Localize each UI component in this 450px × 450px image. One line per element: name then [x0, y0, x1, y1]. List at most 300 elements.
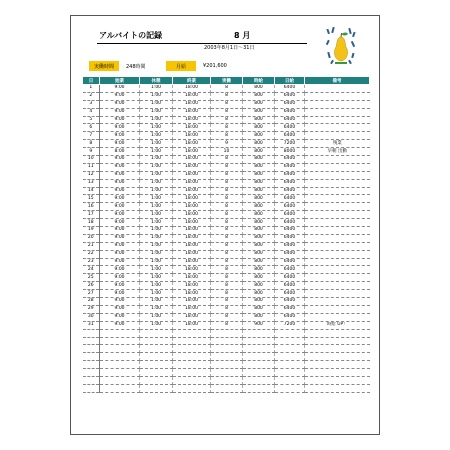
- cell-hourly: 800: [243, 85, 275, 93]
- cell-worked: 8: [211, 100, 243, 108]
- cell-hourly: 800: [243, 116, 275, 124]
- table-header-row: [83, 77, 370, 85]
- cell-day: 4: [83, 108, 100, 116]
- cell-break: 1:00: [140, 266, 173, 274]
- table-row: [83, 290, 370, 298]
- pay-label-badge: 月給: [166, 61, 196, 71]
- cell-note: [305, 234, 370, 242]
- cell-daily: 6400: [275, 116, 305, 124]
- cell-hourly: 800: [243, 148, 275, 156]
- cell-daily: [275, 329, 305, 337]
- cell-end: 18:00: [173, 156, 211, 164]
- cell-break: 1:00: [140, 250, 173, 258]
- table-row: [83, 321, 370, 329]
- cell-start: 9:00: [100, 321, 140, 329]
- cell-end: 18:00: [173, 163, 211, 171]
- cell-end: 18:00: [173, 108, 211, 116]
- cell-worked: [211, 384, 243, 392]
- cell-break: 1:00: [140, 116, 173, 124]
- cell-note: [305, 353, 370, 361]
- cell-day: 17: [83, 211, 100, 219]
- cell-break: 1:00: [140, 92, 173, 100]
- cell-day: 16: [83, 203, 100, 211]
- cell-day: 2: [83, 92, 100, 100]
- cell-worked: 8: [211, 85, 243, 93]
- cell-worked: 8: [211, 187, 243, 195]
- cell-hourly: 800: [243, 92, 275, 100]
- cell-note: [305, 345, 370, 353]
- cell-worked: 8: [211, 203, 243, 211]
- cell-end: 18:00: [173, 132, 211, 140]
- table-row: [83, 266, 370, 274]
- cell-end: 18:00: [173, 282, 211, 290]
- cell-daily: 6400: [275, 227, 305, 235]
- cell-break: 1:00: [140, 282, 173, 290]
- cell-end: 18:00: [173, 234, 211, 242]
- cell-worked: 8: [211, 211, 243, 219]
- cell-day: [83, 345, 100, 353]
- cell-daily: [275, 369, 305, 377]
- cell-daily: 6400: [275, 100, 305, 108]
- cell-day: 6: [83, 124, 100, 132]
- cell-worked: 8: [211, 305, 243, 313]
- header-hourly: 時給: [243, 77, 275, 85]
- header-daily: 日給: [275, 77, 305, 85]
- cell-hourly: 800: [243, 156, 275, 164]
- cell-start: 9:00: [100, 211, 140, 219]
- cell-hourly: 800: [243, 242, 275, 250]
- cell-break: [140, 376, 173, 384]
- cell-end: [173, 384, 211, 392]
- cell-daily: [275, 361, 305, 369]
- cell-break: 1:00: [140, 179, 173, 187]
- cell-worked: 8: [211, 195, 243, 203]
- table-row: [83, 250, 370, 258]
- cell-start: [100, 361, 140, 369]
- table-body: [83, 85, 370, 393]
- cell-note: [305, 305, 370, 313]
- cell-note: [305, 376, 370, 384]
- cell-day: [83, 369, 100, 377]
- cell-hourly: 900: [243, 321, 275, 329]
- cell-day: 25: [83, 274, 100, 282]
- cell-day: [83, 353, 100, 361]
- cell-worked: 8: [211, 313, 243, 321]
- cell-start: 9:00: [100, 132, 140, 140]
- table-row: [83, 148, 370, 156]
- cell-note: [305, 124, 370, 132]
- cell-worked: 8: [211, 234, 243, 242]
- cell-hourly: 800: [243, 234, 275, 242]
- cell-start: 9:00: [100, 140, 140, 148]
- cell-daily: 6400: [275, 298, 305, 306]
- cell-note: [305, 195, 370, 203]
- cell-break: 1:00: [140, 100, 173, 108]
- cell-day: 9: [83, 148, 100, 156]
- cell-daily: 6400: [275, 124, 305, 132]
- cell-start: 9:00: [100, 203, 140, 211]
- cell-worked: [211, 329, 243, 337]
- cell-break: 1:00: [140, 148, 173, 156]
- cell-break: 1:00: [140, 290, 173, 298]
- table-row: [83, 305, 370, 313]
- blank-table-row: [83, 337, 370, 345]
- header-start: 始業: [100, 77, 140, 85]
- table-row: [83, 116, 370, 124]
- cell-end: [173, 345, 211, 353]
- cell-note: [305, 369, 370, 377]
- cell-note: [305, 290, 370, 298]
- cell-start: 9:00: [100, 266, 140, 274]
- cell-daily: 6400: [275, 187, 305, 195]
- cell-start: 9:00: [100, 282, 140, 290]
- cell-note: [305, 266, 370, 274]
- cell-end: 18:00: [173, 274, 211, 282]
- cell-day: 18: [83, 219, 100, 227]
- cell-break: [140, 345, 173, 353]
- cell-break: 1:00: [140, 219, 173, 227]
- timesheet-page: [70, 15, 380, 435]
- cell-note: [305, 85, 370, 93]
- table-row: [83, 85, 370, 93]
- table-row: [83, 274, 370, 282]
- cell-day: 12: [83, 171, 100, 179]
- cell-end: 18:00: [173, 124, 211, 132]
- cell-hourly: 800: [243, 179, 275, 187]
- cell-daily: 6400: [275, 290, 305, 298]
- cell-daily: 8000: [275, 148, 305, 156]
- blank-table-row: [83, 345, 370, 353]
- cell-end: [173, 369, 211, 377]
- cell-note: [305, 203, 370, 211]
- cell-break: 1:00: [140, 108, 173, 116]
- cell-end: 18:00: [173, 85, 211, 93]
- cell-day: [83, 329, 100, 337]
- cell-day: 24: [83, 266, 100, 274]
- cell-daily: [275, 353, 305, 361]
- blank-table-row: [83, 384, 370, 392]
- cell-break: 1:00: [140, 298, 173, 306]
- cell-hourly: 800: [243, 124, 275, 132]
- cell-end: 18:00: [173, 92, 211, 100]
- cell-note: [305, 250, 370, 258]
- cell-end: 18:00: [173, 100, 211, 108]
- cell-daily: 6400: [275, 313, 305, 321]
- cell-worked: 8: [211, 282, 243, 290]
- table-row: [83, 92, 370, 100]
- cell-worked: [211, 337, 243, 345]
- timesheet-table: [82, 76, 370, 393]
- cell-hourly: [243, 361, 275, 369]
- cell-break: 1:00: [140, 140, 173, 148]
- cell-day: 14: [83, 187, 100, 195]
- cell-note: [305, 219, 370, 227]
- cell-hourly: 800: [243, 211, 275, 219]
- table-row: [83, 313, 370, 321]
- pear-illustration-icon: [325, 26, 357, 66]
- cell-note: [305, 108, 370, 116]
- cell-hourly: 800: [243, 195, 275, 203]
- cell-day: [83, 384, 100, 392]
- cell-daily: 6400: [275, 156, 305, 164]
- cell-worked: 8: [211, 227, 243, 235]
- cell-worked: 8: [211, 242, 243, 250]
- cell-end: 18:00: [173, 227, 211, 235]
- cell-note: [305, 337, 370, 345]
- cell-start: 9:00: [100, 290, 140, 298]
- cell-hourly: 800: [243, 290, 275, 298]
- cell-end: [173, 376, 211, 384]
- cell-daily: 6400: [275, 203, 305, 211]
- cell-start: 9:00: [100, 227, 140, 235]
- cell-day: 10: [83, 156, 100, 164]
- cell-worked: 8: [211, 274, 243, 282]
- cell-break: 1:00: [140, 171, 173, 179]
- cell-worked: 8: [211, 124, 243, 132]
- cell-hourly: 800: [243, 266, 275, 274]
- table-row: [83, 203, 370, 211]
- cell-start: 8:00: [100, 148, 140, 156]
- cell-worked: 8: [211, 108, 243, 116]
- cell-start: 9:00: [100, 250, 140, 258]
- cell-start: 9:00: [100, 187, 140, 195]
- cell-day: 30: [83, 313, 100, 321]
- cell-end: 18:00: [173, 266, 211, 274]
- cell-hourly: 800: [243, 227, 275, 235]
- cell-hourly: 800: [243, 203, 275, 211]
- cell-day: 29: [83, 305, 100, 313]
- cell-note: [305, 100, 370, 108]
- cell-hourly: 800: [243, 305, 275, 313]
- cell-daily: 6400: [275, 132, 305, 140]
- cell-break: 1:00: [140, 124, 173, 132]
- cell-note: [305, 132, 370, 140]
- cell-daily: 6400: [275, 305, 305, 313]
- cell-break: 1:00: [140, 274, 173, 282]
- cell-start: 9:00: [100, 100, 140, 108]
- blank-table-row: [83, 369, 370, 377]
- cell-daily: 6400: [275, 234, 305, 242]
- cell-worked: [211, 353, 243, 361]
- blank-table-row: [83, 376, 370, 384]
- table-row: [83, 242, 370, 250]
- cell-day: 15: [83, 195, 100, 203]
- cell-day: 11: [83, 163, 100, 171]
- cell-start: 9:00: [100, 305, 140, 313]
- cell-hourly: 800: [243, 219, 275, 227]
- cell-start: [100, 353, 140, 361]
- table-row: [83, 100, 370, 108]
- cell-break: 1:00: [140, 305, 173, 313]
- cell-hourly: [243, 329, 275, 337]
- cell-day: 23: [83, 258, 100, 266]
- cell-day: 20: [83, 234, 100, 242]
- blank-table-row: [83, 353, 370, 361]
- cell-hourly: [243, 353, 275, 361]
- cell-end: 18:00: [173, 258, 211, 266]
- blank-table-row: [83, 361, 370, 369]
- cell-start: 9:00: [100, 219, 140, 227]
- cell-start: 9:00: [100, 171, 140, 179]
- cell-hourly: 800: [243, 250, 275, 258]
- cell-note: [305, 384, 370, 392]
- cell-end: 18:00: [173, 187, 211, 195]
- table-row: [83, 258, 370, 266]
- cell-worked: 8: [211, 171, 243, 179]
- cell-break: [140, 369, 173, 377]
- cell-start: 9:00: [100, 274, 140, 282]
- cell-hourly: 800: [243, 108, 275, 116]
- cell-hourly: 800: [243, 187, 275, 195]
- cell-worked: [211, 345, 243, 353]
- cell-worked: 8: [211, 266, 243, 274]
- cell-day: 27: [83, 290, 100, 298]
- cell-start: 9:00: [100, 163, 140, 171]
- cell-day: 13: [83, 179, 100, 187]
- cell-daily: [275, 384, 305, 392]
- cell-end: 18:00: [173, 242, 211, 250]
- cell-start: 9:00: [100, 258, 140, 266]
- cell-daily: 6400: [275, 163, 305, 171]
- cell-note: [305, 258, 370, 266]
- cell-worked: 8: [211, 179, 243, 187]
- cell-daily: 6400: [275, 219, 305, 227]
- cell-worked: [211, 361, 243, 369]
- cell-day: 28: [83, 298, 100, 306]
- cell-daily: [275, 337, 305, 345]
- cell-break: 1:00: [140, 258, 173, 266]
- cell-day: [83, 361, 100, 369]
- cell-daily: 6400: [275, 108, 305, 116]
- cell-start: 9:00: [100, 156, 140, 164]
- cell-end: [173, 361, 211, 369]
- cell-hourly: [243, 384, 275, 392]
- cell-day: 26: [83, 282, 100, 290]
- hours-value: 248時間: [126, 64, 146, 70]
- sheet-month: 8 月: [234, 31, 251, 40]
- cell-day: [83, 337, 100, 345]
- cell-hourly: [243, 337, 275, 345]
- cell-break: [140, 353, 173, 361]
- table-row: [83, 282, 370, 290]
- table-row: [83, 108, 370, 116]
- cell-start: 9:00: [100, 85, 140, 93]
- cell-break: 1:00: [140, 234, 173, 242]
- cell-start: 9:00: [100, 298, 140, 306]
- table-row: [83, 124, 370, 132]
- cell-worked: [211, 369, 243, 377]
- cell-daily: 6400: [275, 242, 305, 250]
- cell-start: 9:00: [100, 234, 140, 242]
- cell-start: [100, 337, 140, 345]
- cell-hourly: 800: [243, 132, 275, 140]
- cell-worked: 8: [211, 290, 243, 298]
- cell-hourly: 800: [243, 171, 275, 179]
- cell-daily: 6400: [275, 195, 305, 203]
- cell-start: 9:00: [100, 242, 140, 250]
- table-row: [83, 156, 370, 164]
- cell-note: 残業: [305, 140, 370, 148]
- cell-hourly: 800: [243, 298, 275, 306]
- cell-day: 3: [83, 100, 100, 108]
- cell-worked: 8: [211, 163, 243, 171]
- cell-day: 19: [83, 227, 100, 235]
- cell-note: [305, 361, 370, 369]
- cell-daily: 6400: [275, 266, 305, 274]
- cell-start: [100, 376, 140, 384]
- cell-hourly: 800: [243, 258, 275, 266]
- cell-start: 9:00: [100, 124, 140, 132]
- cell-note: [305, 171, 370, 179]
- cell-worked: 8: [211, 219, 243, 227]
- cell-day: 31: [83, 321, 100, 329]
- cell-break: [140, 384, 173, 392]
- cell-hourly: 800: [243, 282, 275, 290]
- cell-day: 8: [83, 140, 100, 148]
- cell-hourly: 800: [243, 163, 275, 171]
- cell-worked: 10: [211, 148, 243, 156]
- cell-break: 1:00: [140, 242, 173, 250]
- cell-end: [173, 329, 211, 337]
- cell-hourly: 800: [243, 140, 275, 148]
- cell-day: [83, 376, 100, 384]
- cell-note: [305, 313, 370, 321]
- cell-hourly: [243, 345, 275, 353]
- sheet-title: アルバイトの記録: [99, 31, 163, 40]
- table-row: [83, 234, 370, 242]
- cell-worked: [211, 376, 243, 384]
- cell-start: [100, 384, 140, 392]
- cell-note: [305, 163, 370, 171]
- blank-table-row: [83, 329, 370, 337]
- cell-worked: 8: [211, 116, 243, 124]
- cell-start: [100, 329, 140, 337]
- table-row: [83, 227, 370, 235]
- table-row: [83, 298, 370, 306]
- cell-worked: 8: [211, 321, 243, 329]
- cell-worked: 8: [211, 92, 243, 100]
- cell-start: 9:00: [100, 313, 140, 321]
- header-worked: 実働: [211, 77, 243, 85]
- cell-break: 1:00: [140, 163, 173, 171]
- cell-note: [305, 92, 370, 100]
- cell-break: 1:00: [140, 187, 173, 195]
- cell-end: 18:00: [173, 298, 211, 306]
- cell-daily: 6400: [275, 250, 305, 258]
- title-underline: [97, 43, 307, 44]
- cell-break: 1:00: [140, 321, 173, 329]
- cell-daily: 7200: [275, 140, 305, 148]
- cell-end: 18:00: [173, 211, 211, 219]
- cell-hourly: 800: [243, 313, 275, 321]
- header-day: 日: [83, 77, 100, 85]
- cell-note: [305, 116, 370, 124]
- cell-end: 18:00: [173, 179, 211, 187]
- header-note: 備考: [305, 77, 370, 85]
- cell-note: 時給 UP！: [305, 321, 370, 329]
- cell-hourly: [243, 376, 275, 384]
- table-row: [83, 187, 370, 195]
- cell-daily: 6400: [275, 211, 305, 219]
- cell-daily: 6400: [275, 92, 305, 100]
- cell-start: 9:00: [100, 195, 140, 203]
- cell-daily: 6400: [275, 179, 305, 187]
- cell-start: 9:00: [100, 116, 140, 124]
- cell-note: [305, 274, 370, 282]
- table-row: [83, 163, 370, 171]
- cell-note: [305, 187, 370, 195]
- cell-end: 18:00: [173, 321, 211, 329]
